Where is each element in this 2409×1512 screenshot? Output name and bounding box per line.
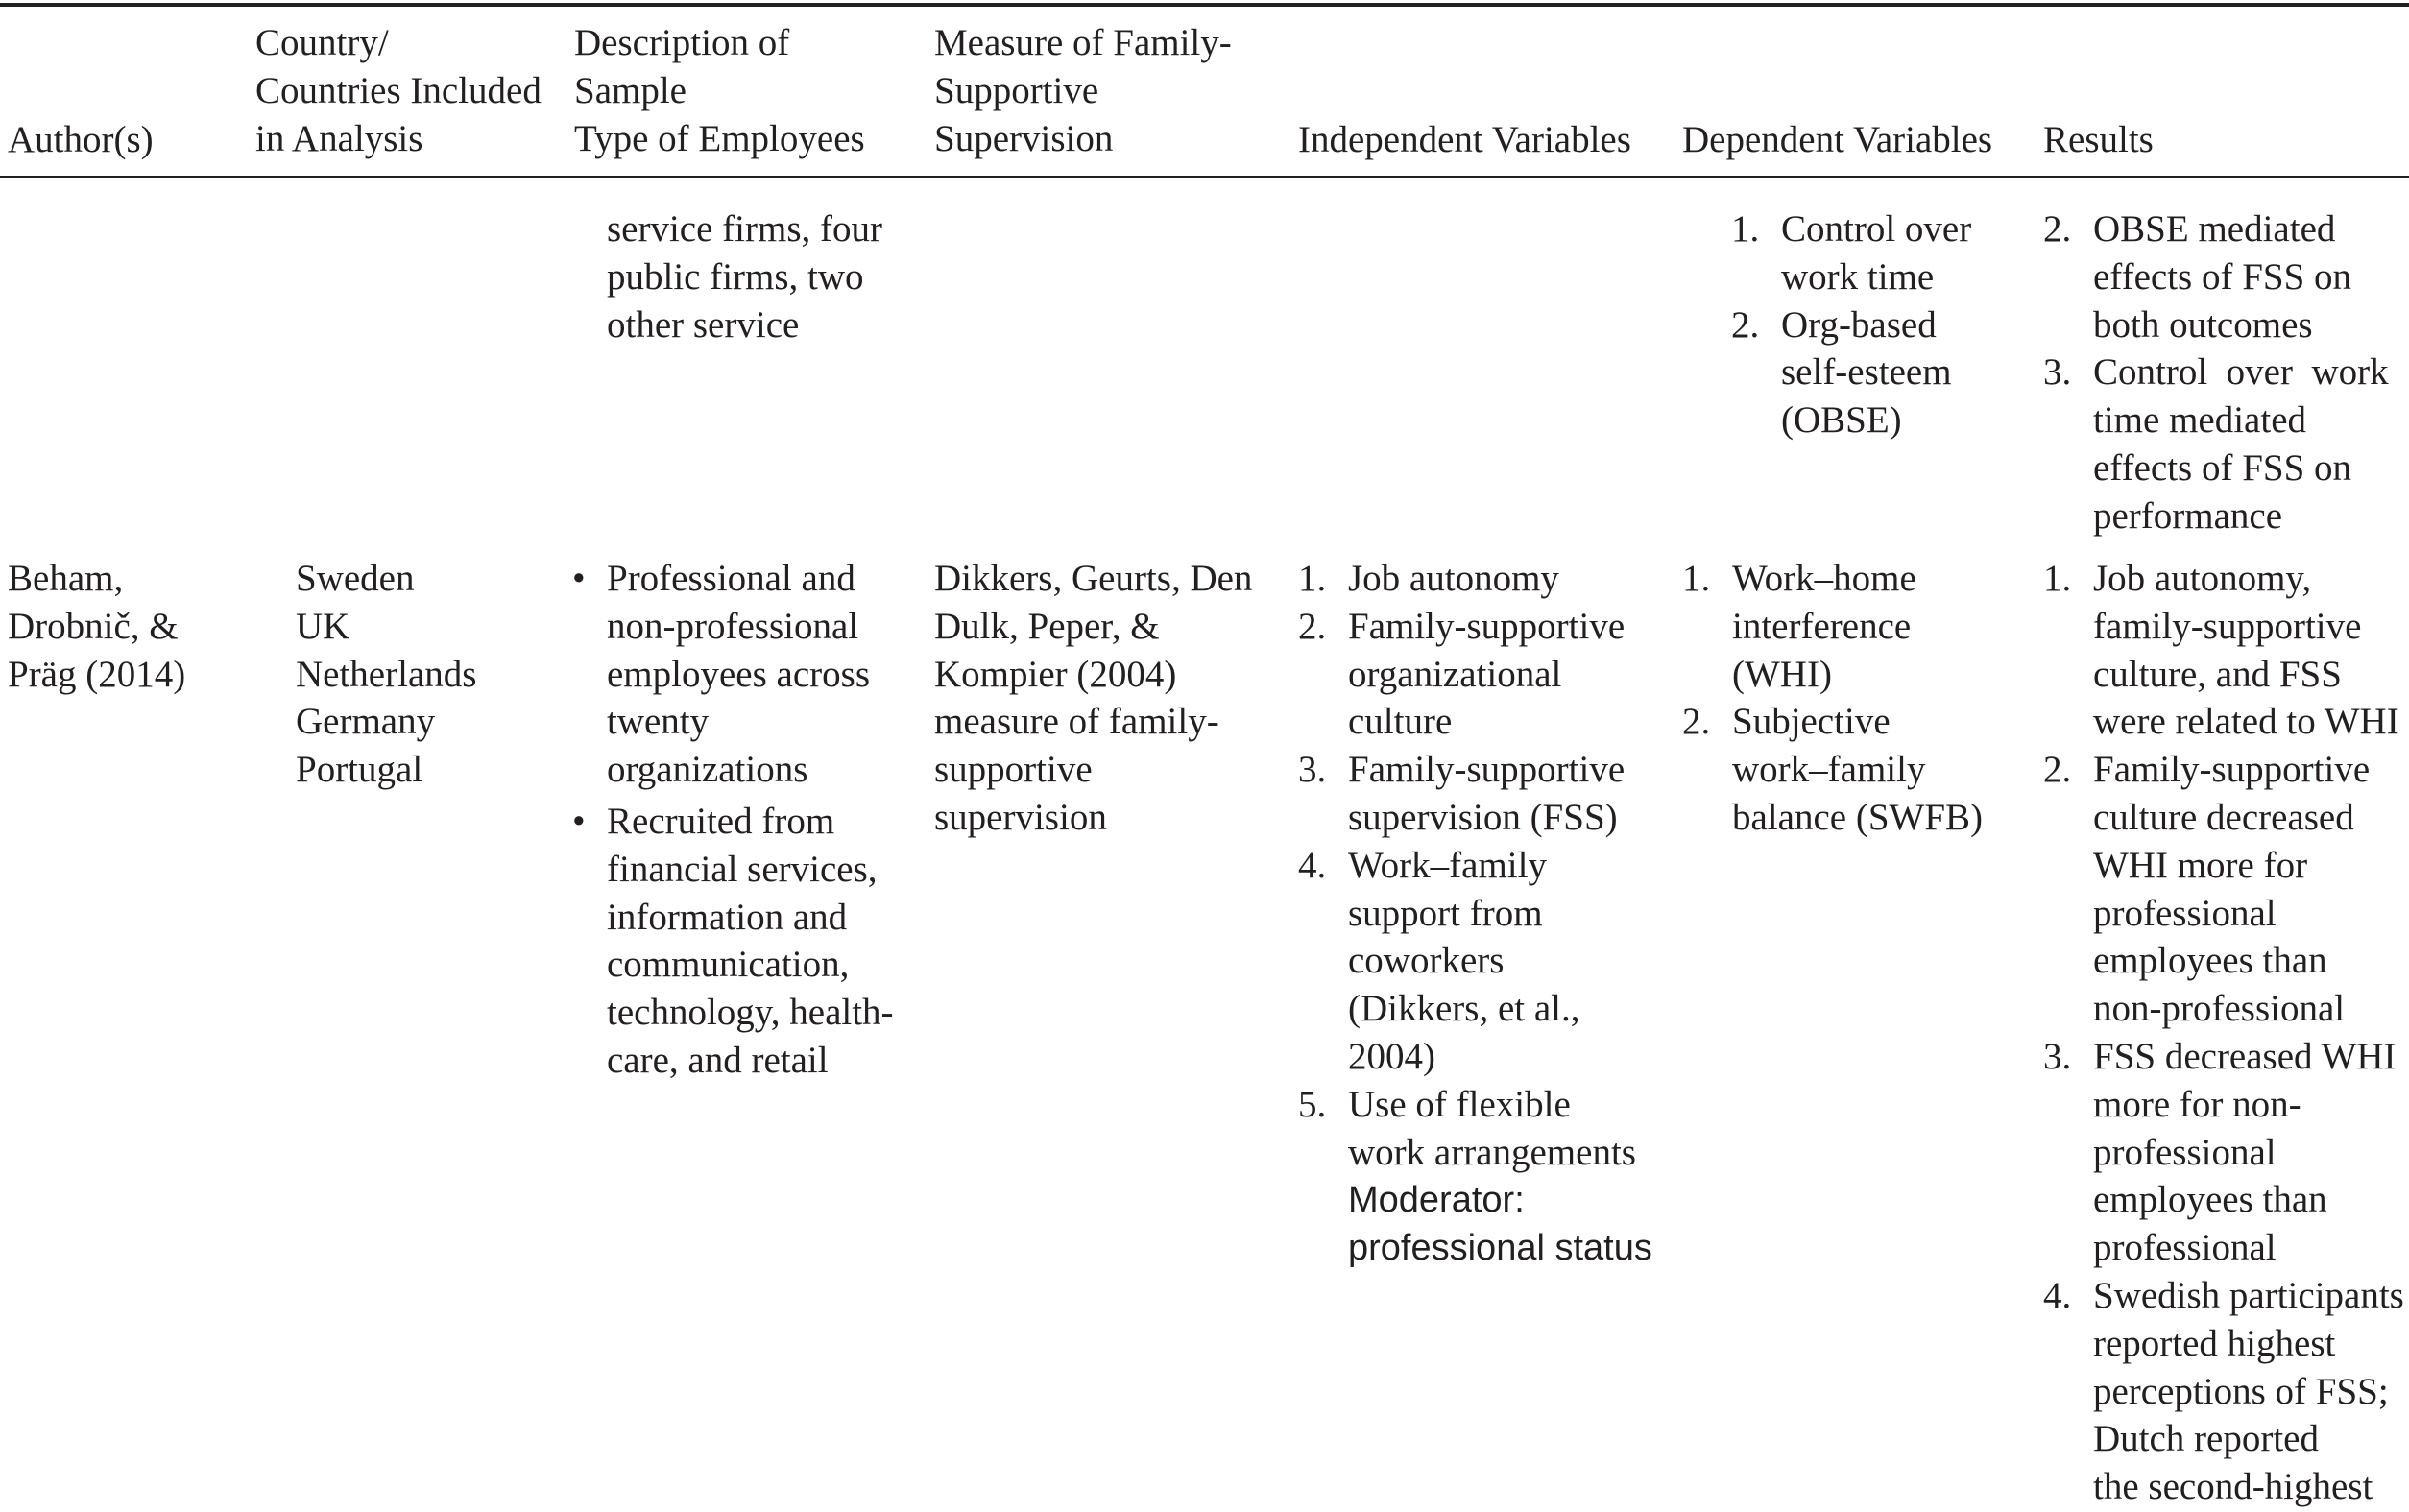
list-line: professional bbox=[2093, 1227, 2277, 1269]
measure-line: supervision bbox=[934, 796, 1107, 838]
list-line: work arrangements bbox=[1348, 1131, 1636, 1173]
header-country-line: in Analysis bbox=[255, 117, 423, 159]
header-sample-line: Description of bbox=[574, 22, 790, 63]
list-number: 1. bbox=[1682, 558, 1711, 599]
list-line: performance bbox=[2093, 494, 2283, 537]
measure-line: supportive bbox=[934, 749, 1093, 791]
row1-sample-line: public firms, two bbox=[607, 255, 864, 298]
country-name: Sweden bbox=[296, 558, 415, 599]
header-bottom-rule bbox=[0, 176, 2409, 178]
header-dependent bbox=[1682, 116, 1992, 164]
list-line: Control over work bbox=[2093, 351, 2389, 394]
list-line: FSS decreased WHI bbox=[2093, 1035, 2397, 1077]
header-country-line: Countries Included bbox=[255, 69, 542, 111]
bullet-line: organizations bbox=[607, 749, 808, 791]
list-line: Family-supportive bbox=[1348, 749, 1626, 791]
list-line: employees than bbox=[2093, 940, 2327, 982]
list-line: 2004) bbox=[1348, 1035, 1435, 1077]
list-number: 4. bbox=[2043, 1274, 2072, 1316]
header-results-text: Results bbox=[2043, 119, 2154, 160]
header-measure-line: Supportive bbox=[934, 69, 1099, 111]
measure-line: Dulk, Peper, & bbox=[934, 605, 1160, 647]
row2-results-list bbox=[2043, 555, 2404, 1511]
list-line: employees than bbox=[2093, 1179, 2327, 1221]
row1-dependent-list bbox=[1731, 205, 1972, 444]
list-line: Subjective bbox=[1732, 701, 1891, 743]
list-line: professional bbox=[2093, 892, 2277, 934]
row2-measure bbox=[934, 555, 1252, 842]
list-item bbox=[2043, 1033, 2397, 1272]
country-name: Portugal bbox=[296, 749, 423, 791]
list-line: Swedish participants bbox=[2093, 1274, 2404, 1316]
list-line: Family-supportive bbox=[1348, 605, 1626, 647]
list-item bbox=[2043, 348, 2389, 540]
header-measure bbox=[934, 19, 1232, 162]
list-line: Work–family bbox=[1348, 844, 1547, 886]
list-number: 1. bbox=[2043, 558, 2072, 599]
list-number: 3. bbox=[1298, 749, 1327, 791]
row2-dependent-list bbox=[1682, 555, 1984, 842]
list-line: Job autonomy, bbox=[2093, 558, 2312, 599]
list-line: Control over bbox=[1781, 208, 1972, 250]
list-line: Job autonomy bbox=[1348, 558, 1559, 599]
list-item bbox=[2043, 555, 2399, 746]
bullet-icon: • bbox=[572, 801, 586, 842]
list-number: 2. bbox=[2043, 749, 2072, 791]
list-line: reported highest bbox=[2093, 1322, 2336, 1364]
list-number: 1. bbox=[1298, 558, 1327, 599]
table-top-rule bbox=[0, 3, 2409, 7]
country-name: Germany bbox=[296, 701, 436, 743]
list-line: family-supportive bbox=[2093, 605, 2362, 647]
row2-independent-list bbox=[1298, 555, 1652, 1272]
row1-sample bbox=[607, 205, 882, 348]
country-name: UK bbox=[296, 605, 350, 647]
list-item bbox=[1682, 698, 1984, 841]
list-line: balance (SWFB) bbox=[1732, 796, 1984, 838]
list-line: more for non- bbox=[2093, 1083, 2301, 1125]
list-item bbox=[1298, 746, 1652, 842]
list-item bbox=[2043, 746, 2371, 1033]
header-author-text: Author(s) bbox=[8, 119, 154, 160]
list-line: Work–home bbox=[1732, 558, 1916, 599]
row2-author-line: Drobnič, & bbox=[8, 605, 179, 647]
list-number: 3. bbox=[2043, 1035, 2072, 1077]
list-line: effects of FSS on bbox=[2093, 446, 2352, 489]
list-line: supervision (FSS) bbox=[1348, 796, 1618, 838]
list-line: both outcomes bbox=[2093, 303, 2313, 346]
bullet-line: Professional and bbox=[607, 558, 855, 599]
list-line: (OBSE) bbox=[1781, 399, 1902, 442]
row2-countries bbox=[296, 555, 476, 794]
header-results bbox=[2043, 116, 2154, 164]
list-number: 4. bbox=[1298, 844, 1327, 886]
moderator-note bbox=[1348, 1176, 1652, 1272]
header-sample-line: Sample bbox=[574, 69, 687, 111]
list-line: work time bbox=[1781, 255, 1935, 298]
moderator-line: professional status bbox=[1348, 1228, 1652, 1269]
row2-author-line: Präg (2014) bbox=[8, 653, 186, 695]
list-item bbox=[2043, 205, 2352, 348]
list-line: WHI more for bbox=[2093, 844, 2308, 886]
bullet-line: communication, bbox=[607, 944, 850, 986]
list-number: 2. bbox=[1298, 605, 1327, 647]
list-line: were related to WHI bbox=[2093, 701, 2399, 743]
bullet-line: non-professional bbox=[607, 605, 859, 647]
list-line: Use of flexible bbox=[1348, 1083, 1571, 1125]
list-line: perceptions of FSS; bbox=[2093, 1370, 2389, 1412]
list-line: organizational bbox=[1348, 653, 1562, 695]
header-measure-line: Measure of Family- bbox=[934, 22, 1232, 63]
list-number: 2. bbox=[1731, 303, 1760, 346]
bullet-line: Recruited from bbox=[607, 801, 835, 842]
bullet-line: technology, health- bbox=[607, 992, 894, 1034]
list-line: professional bbox=[2093, 1131, 2277, 1173]
row2-author-line: Beham, bbox=[8, 558, 124, 599]
list-line: (WHI) bbox=[1732, 653, 1832, 695]
list-item bbox=[1731, 205, 1972, 301]
list-line: culture bbox=[1348, 701, 1453, 743]
country-name: Netherlands bbox=[296, 653, 477, 695]
list-item bbox=[1298, 842, 1652, 1081]
header-country-line: Country/ bbox=[255, 22, 389, 63]
bullet-line: care, and retail bbox=[607, 1039, 829, 1081]
bullet-line: information and bbox=[607, 896, 848, 938]
list-line: OBSE mediated bbox=[2093, 208, 2336, 250]
list-line: work–family bbox=[1732, 749, 1926, 791]
list-line: non-professional bbox=[2093, 988, 2346, 1030]
list-number: 3. bbox=[2043, 351, 2072, 394]
list-item bbox=[2043, 1272, 2404, 1511]
measure-line: Dikkers, Geurts, Den bbox=[934, 558, 1253, 599]
header-sample bbox=[574, 19, 865, 162]
list-number: 2. bbox=[2043, 208, 2072, 250]
list-line: Family-supportive bbox=[2093, 749, 2371, 791]
list-item bbox=[1298, 555, 1652, 603]
list-line: time mediated bbox=[2093, 399, 2307, 442]
row1-sample-line: other service bbox=[607, 303, 800, 346]
bullet-line: employees across bbox=[607, 653, 870, 695]
row1-sample-line: service firms, four bbox=[607, 208, 882, 250]
list-line: culture, and FSS bbox=[2093, 653, 2342, 695]
list-line: (Dikkers, et al., bbox=[1348, 988, 1580, 1030]
list-line: self-esteem bbox=[1781, 351, 1952, 394]
moderator-line: Moderator: bbox=[1348, 1180, 1525, 1221]
bullet-line: twenty bbox=[607, 701, 710, 743]
list-item bbox=[1682, 555, 1916, 698]
list-line: effects of FSS on bbox=[2093, 255, 2352, 298]
row2-author bbox=[8, 555, 185, 698]
header-sample-line: Type of Employees bbox=[574, 117, 865, 159]
row1-results-list bbox=[2043, 205, 2389, 540]
header-measure-line: Supervision bbox=[934, 117, 1114, 159]
list-line: the second-highest bbox=[2093, 1466, 2373, 1508]
list-item bbox=[1298, 603, 1652, 746]
header-independent bbox=[1298, 116, 1631, 164]
list-line: interference bbox=[1732, 605, 1912, 647]
header-independent-text: Independent Variables bbox=[1298, 119, 1631, 160]
bullet-icon: • bbox=[572, 558, 586, 599]
list-line: support from bbox=[1348, 892, 1543, 934]
list-item bbox=[1298, 1081, 1652, 1177]
list-line: coworkers bbox=[1348, 940, 1505, 982]
measure-line: measure of family- bbox=[934, 701, 1219, 743]
list-number: 5. bbox=[1298, 1083, 1327, 1125]
list-line: Dutch reported bbox=[2093, 1418, 2319, 1460]
header-country bbox=[255, 19, 542, 162]
list-line: Org-based bbox=[1781, 303, 1937, 346]
header-dependent-text: Dependent Variables bbox=[1682, 119, 1993, 160]
bullet-line: financial services, bbox=[607, 848, 878, 890]
measure-line: Kompier (2004) bbox=[934, 653, 1177, 695]
header-author bbox=[8, 116, 154, 164]
list-number: 2. bbox=[1682, 701, 1711, 743]
list-line: culture decreased bbox=[2093, 796, 2354, 838]
list-item bbox=[1731, 301, 1952, 444]
list-number: 1. bbox=[1731, 208, 1760, 250]
